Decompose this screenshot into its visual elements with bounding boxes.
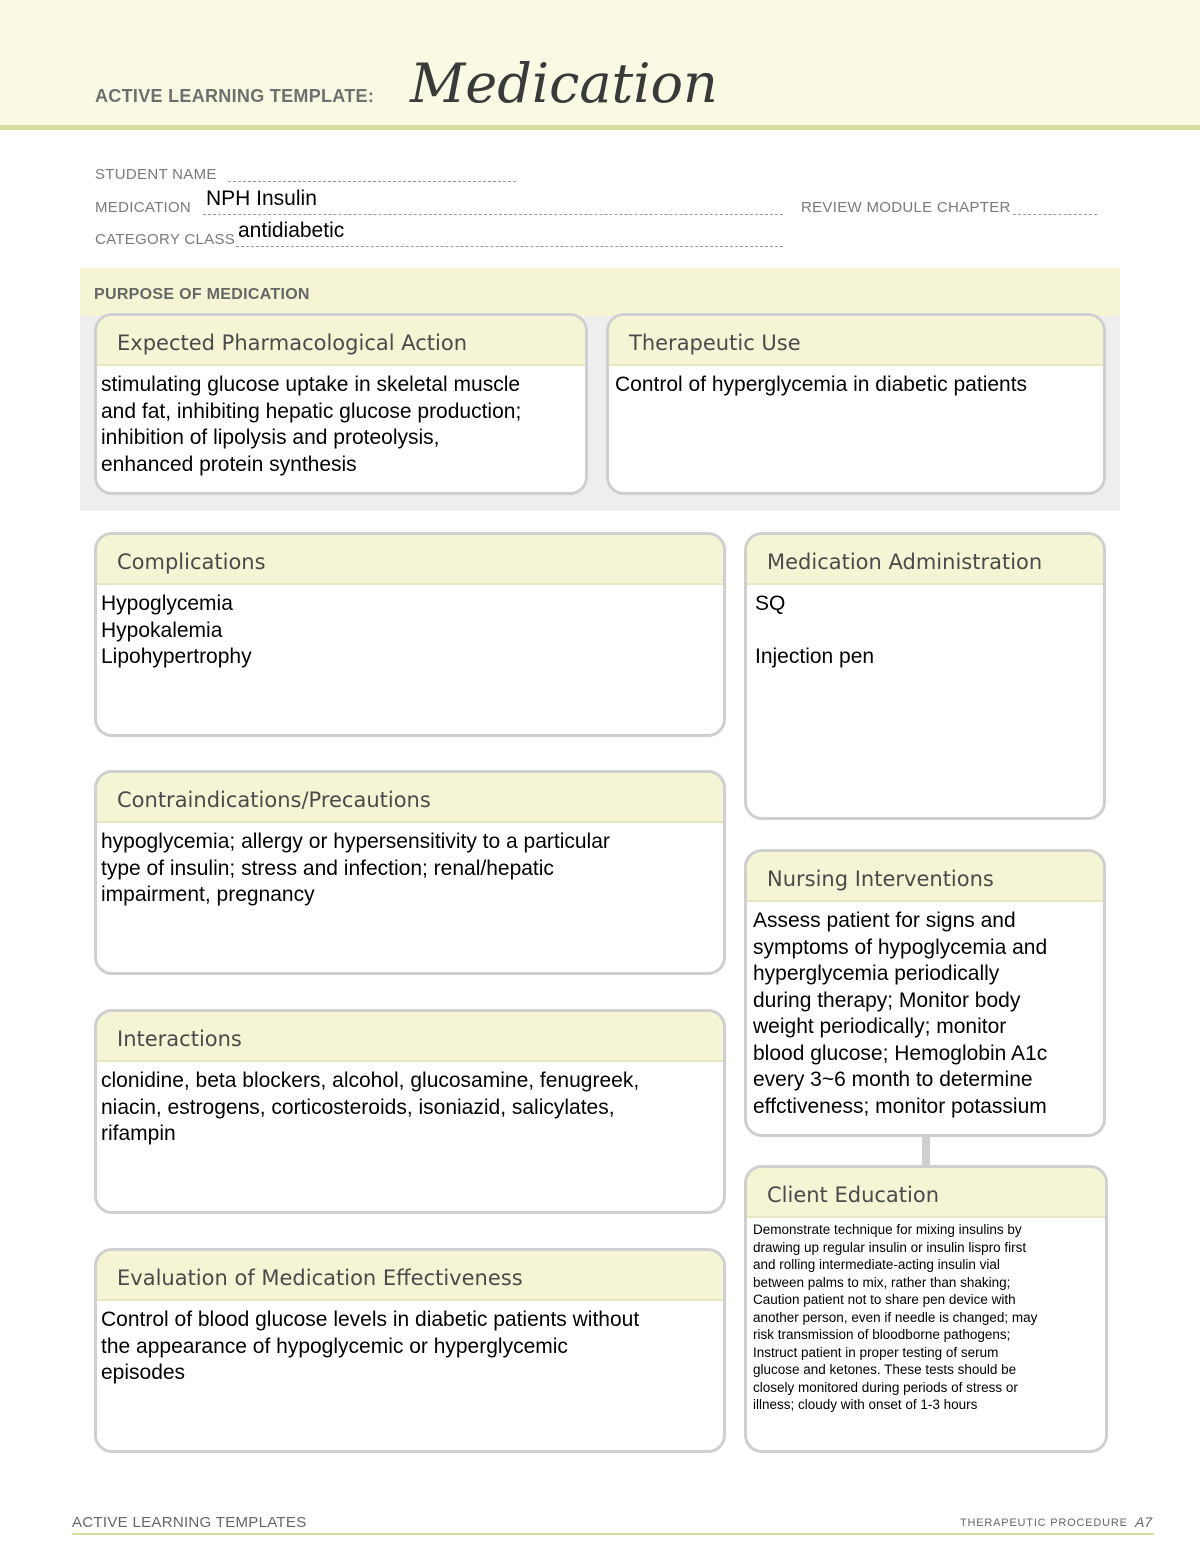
evaluation-line: Control of blood glucose levels in diabetic patients without <box>101 1308 640 1331</box>
administration-body <box>747 585 1103 670</box>
header-band <box>0 0 1200 130</box>
footer-right: THERAPEUTIC PROCEDURE <box>960 1517 1128 1529</box>
contraindications-box[interactable] <box>94 770 726 975</box>
interactions-title: Interactions <box>97 1012 723 1062</box>
category-class-value: antidiabetic <box>238 219 345 242</box>
evaluation-title: Evaluation of Medication Effectiveness <box>97 1251 723 1301</box>
complications-body <box>97 585 723 671</box>
interactions-line: rifampin <box>101 1122 176 1145</box>
footer-page-number: A7 <box>1135 1514 1153 1530</box>
administration-line: Injection pen <box>755 644 875 668</box>
client-education-line: drawing up regular insulin or insulin lispro first <box>753 1239 1027 1255</box>
interactions-line: clonidine, beta blockers, alcohol, glucosamine, fenugreek, <box>101 1069 640 1092</box>
nursing-title: Nursing Interventions <box>747 852 1103 902</box>
client-education-body <box>747 1218 1105 1414</box>
nursing-line: weight periodically; monitor <box>753 1015 1007 1038</box>
contraindications-title: Contraindications/Precautions <box>97 773 723 823</box>
nursing-line: blood glucose; Hemoglobin A1c <box>753 1041 1048 1065</box>
purpose-header <box>80 268 1120 316</box>
client-education-box[interactable] <box>744 1165 1108 1453</box>
template-label: ACTIVE LEARNING TEMPLATE: <box>95 86 375 106</box>
contraindications-line: hypoglycemia; allergy or hypersensitivity to a particular <box>101 830 610 853</box>
footer-left: ACTIVE LEARNING TEMPLATES <box>72 1514 307 1531</box>
nursing-line: hyperglycemia periodically <box>753 962 1000 985</box>
nursing-line: symptoms of hypoglycemia and <box>753 935 1048 959</box>
complications-line: Hypokalemia <box>101 618 223 642</box>
administration-line: SQ <box>755 592 786 615</box>
administration-spacer <box>755 618 1095 644</box>
client-education-line: and rolling intermediate-acting insulin vial <box>753 1257 1000 1272</box>
category-class-label: CATEGORY CLASS <box>95 231 236 248</box>
expected-action-line: inhibition of lipolysis and proteolysis, <box>101 426 440 449</box>
expected-action-title: Expected Pharmacological Action <box>97 316 585 366</box>
nursing-line: during therapy; Monitor body <box>753 988 1021 1012</box>
complications-line: Hypoglycemia <box>101 592 233 615</box>
contraindications-body <box>97 823 723 909</box>
client-education-title: Client Education <box>747 1168 1105 1218</box>
student-name-label: STUDENT NAME <box>95 166 217 183</box>
interactions-body <box>97 1062 723 1148</box>
expected-action-line: stimulating glucose uptake in skeletal muscle <box>101 373 521 396</box>
nursing-line: every 3~6 month to determine <box>753 1068 1033 1091</box>
evaluation-body <box>97 1301 723 1387</box>
administration-box[interactable] <box>744 532 1106 820</box>
contraindications-line: impairment, pregnancy <box>101 883 315 906</box>
student-name-field[interactable] <box>228 181 516 182</box>
nursing-body <box>747 902 1103 1120</box>
client-education-line: Demonstrate technique for mixing insulins by <box>753 1222 1022 1237</box>
medication-field[interactable] <box>203 214 783 215</box>
administration-title: Medication Administration <box>747 535 1103 585</box>
expected-action-line: enhanced protein synthesis <box>101 452 357 476</box>
complications-box[interactable] <box>94 532 726 737</box>
medication-label: MEDICATION <box>95 199 192 216</box>
complications-title: Complications <box>97 535 723 585</box>
contraindications-line: type of insulin; stress and infection; renal/hepatic <box>101 856 554 880</box>
client-education-line: Instruct patient in proper testing of serum <box>753 1344 999 1360</box>
interactions-box[interactable] <box>94 1009 726 1214</box>
evaluation-line: episodes <box>101 1361 186 1384</box>
nursing-line: Assess patient for signs and <box>753 909 1016 932</box>
expected-action-line: and fat, inhibiting hepatic glucose production; <box>101 399 522 423</box>
nursing-line: effctiveness; monitor potassium <box>753 1094 1047 1118</box>
medication-value: NPH Insulin <box>206 187 317 210</box>
box-connector <box>922 1134 930 1168</box>
therapeutic-use-box[interactable] <box>606 313 1106 495</box>
review-module-field[interactable] <box>1013 214 1097 215</box>
client-education-line: illness; cloudy with onset of 1-3 hours <box>753 1397 978 1412</box>
therapeutic-use-title: Therapeutic Use <box>609 316 1103 366</box>
purpose-label: PURPOSE OF MEDICATION <box>94 286 310 303</box>
client-education-line: glucose and ketones. These tests should be <box>753 1362 1017 1377</box>
expected-action-box[interactable] <box>94 313 588 495</box>
therapeutic-use-body <box>609 366 1103 399</box>
interactions-line: niacin, estrogens, corticosteroids, isoniazid, salicylates, <box>101 1095 615 1119</box>
nursing-box[interactable] <box>744 849 1106 1137</box>
category-class-field[interactable] <box>236 246 783 247</box>
therapeutic-use-line: Control of hyperglycemia in diabetic patients <box>615 373 1028 396</box>
client-education-line: between palms to mix, rather than shaking; <box>753 1274 1011 1290</box>
expected-action-body <box>97 366 585 478</box>
evaluation-line: the appearance of hypoglycemic or hyperglycemic <box>101 1334 568 1358</box>
template-title: Medication <box>410 52 718 115</box>
client-education-line: another person, even if needle is changed; may <box>753 1309 1038 1325</box>
evaluation-box[interactable] <box>94 1248 726 1453</box>
complications-line: Lipohypertrophy <box>101 645 252 668</box>
footer-rule <box>72 1533 1154 1535</box>
review-module-label: REVIEW MODULE CHAPTER <box>801 199 1011 216</box>
client-education-line: closely monitored during periods of stress or <box>753 1379 1018 1395</box>
client-education-line: risk transmission of bloodborne pathogens; <box>753 1327 1011 1342</box>
client-education-line: Caution patient not to share pen device with <box>753 1292 1016 1307</box>
